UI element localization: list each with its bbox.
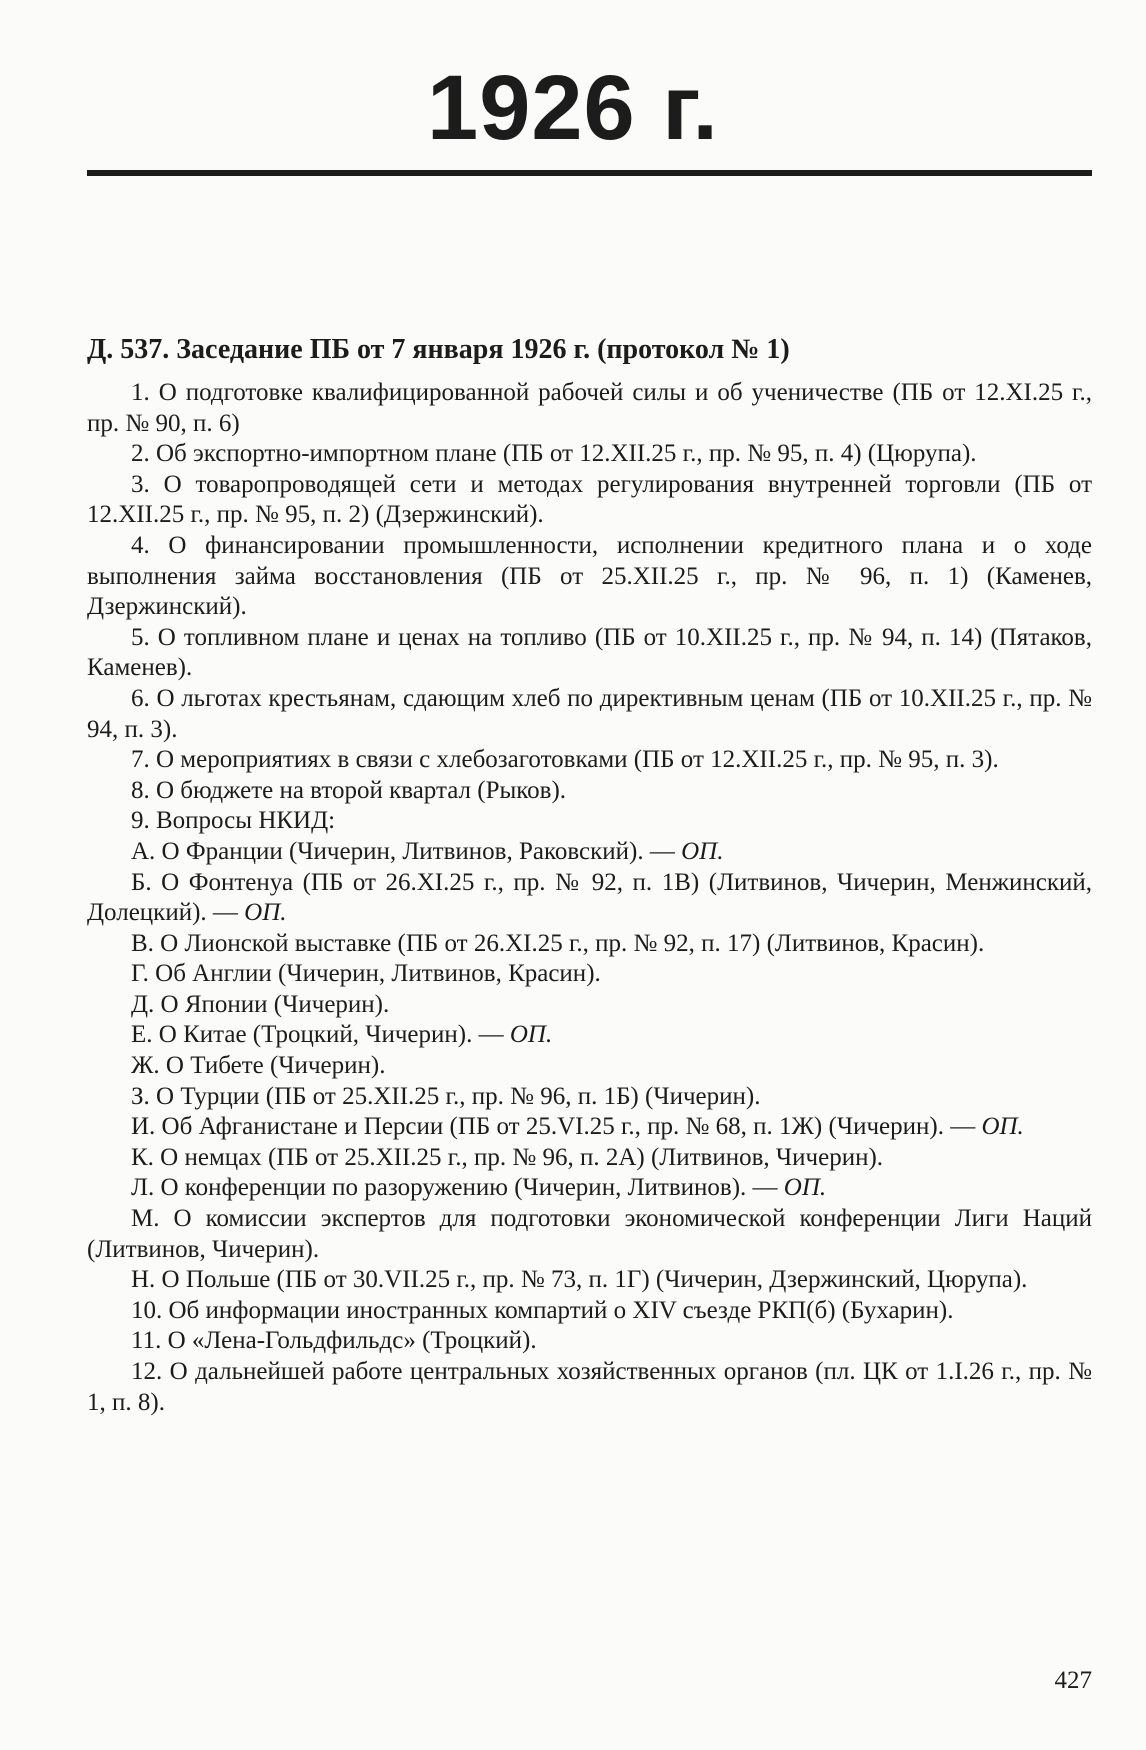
agenda-item-5: 5. О топливном плане и ценах на топливо (ПБ от 10.XII.25 г., пр. № 94, п. 14) (Пятаков, Каменев). <box>87 623 1092 682</box>
document-title: Д. 537. Заседание ПБ от 7 января 1926 г. (протокол № 1) <box>87 334 790 365</box>
agenda-item-2: 2. Об экспортно-импортном плане (ПБ от 12.XII.25 г., пр. № 95, п. 4) (Цюрупа). <box>131 440 977 468</box>
subitem-e: Е. О Китае (Троцкий, Чичерин). — ОП. <box>131 1021 553 1049</box>
subitem-l: Л. О конференции по разоружению (Чичерин, Литвинов). — ОП. <box>131 1174 827 1202</box>
subitem-n: Н. О Польше (ПБ от 30.VII.25 г., пр. № 73, п. 1Г) (Чичерин, Дзержинский, Цюрупа). <box>131 1266 1028 1294</box>
agenda-item-9: 9. Вопросы НКИД: <box>131 807 336 835</box>
subitem-v: В. О Лионской выставке (ПБ от 26.XI.25 г., пр. № 92, п. 17) (Литвинов, Красин). <box>131 929 985 957</box>
agenda-item-11: 11. О «Лена-Гольдфильдс» (Троцкий). <box>131 1327 537 1355</box>
subitem-a: А. О Франции (Чичерин, Литвинов, Раковский). — ОП. <box>131 837 724 865</box>
agenda-item-4: 4. О финансировании промышленности, исполнении кредитного плана и о ходе выполнения займа восстановления (ПБ от 25.XII.25 г., пр. № 96, п. 1) (Каменев, Дзержинский). <box>87 531 1092 621</box>
agenda-list <box>87 378 1092 1418</box>
agenda-item-12: 12. О дальнейшей работе центральных хозяйственных органов (пл. ЦК от 1.I.26 г., пр. № 1, п. 8). <box>87 1358 1092 1416</box>
agenda-item-8: 8. О бюджете на второй квартал (Рыков). <box>131 776 567 804</box>
agenda-item-6: 6. О льготах крестьянам, сдающим хлеб по директивным ценам (ПБ от 10.XII.25 г., пр. № 94, п. 3). <box>87 684 1092 743</box>
subitem-z: З. О Турции (ПБ от 25.XII.25 г., пр. № 96, п. 1Б) (Чичерин). <box>131 1082 761 1110</box>
page-number: 427 <box>1054 1667 1092 1694</box>
subitem-i: И. Об Афганистане и Персии (ПБ от 25.VI.25 г., пр. № 68, п. 1Ж) (Чичерин). — ОП. <box>131 1113 1024 1141</box>
agenda-item-1: 1. О подготовке квалифицированной рабочей силы и об ученичестве (ПБ от 12.XI.25 г., пр. № 90, п. 6) <box>87 379 1092 437</box>
agenda-item-10: 10. Об информации иностранных компартий о XIV съезде РКП(б) (Бухарин). <box>131 1296 954 1324</box>
subitem-g: Г. Об Англии (Чичерин, Литвинов, Красин). <box>131 960 601 988</box>
agenda-item-7: 7. О мероприятиях в связи с хлебозаготовками (ПБ от 12.XII.25 г., пр. № 95, п. 3). <box>131 746 999 774</box>
subitem-zh: Ж. О Тибете (Чичерин). <box>131 1052 386 1080</box>
heading-rule <box>87 170 1092 176</box>
subitem-k: К. О немцах (ПБ от 25.XII.25 г., пр. № 96, п. 2А) (Литвинов, Чичерин). <box>131 1143 884 1171</box>
agenda-item-3: 3. О товаропроводящей сети и методах регулирования внутренней торговли (ПБ от 12.XII.25 г., пр. № 95, п. 2) (Дзержинский). <box>87 470 1092 529</box>
subitem-m: М. О комиссии экспертов для подготовки экономической конференции Лиги Наций (Литвинов, Чичерин). <box>87 1205 1092 1263</box>
year-heading: 1926 г. <box>427 57 719 159</box>
subitem-d: Д. О Японии (Чичерин). <box>131 990 390 1018</box>
subitem-b: Б. О Фонтенуа (ПБ от 26.XI.25 г., пр. № 92, п. 1В) (Литвинов, Чичерин, Менжинский, Долецкий). — ОП. <box>87 868 1092 927</box>
